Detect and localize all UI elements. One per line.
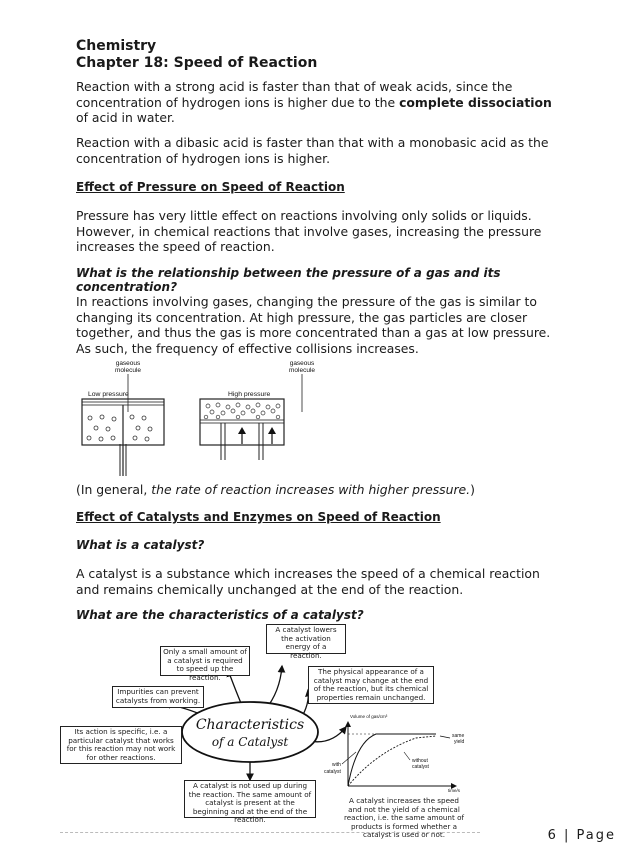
high-pressure-container bbox=[200, 399, 284, 460]
pressure-note bbox=[76, 482, 576, 498]
graph-with-catalyst-1: with bbox=[332, 762, 341, 768]
note-end: ) bbox=[470, 482, 475, 497]
graph-same-yield-1: same bbox=[452, 733, 465, 739]
box-yield-text: A catalyst increases the speed and not the yield of a chemical reaction, i.e. the same amount of products is formed whether a catalyst is used or not. bbox=[340, 796, 468, 832]
gas-label-right-1: gaseous bbox=[289, 360, 315, 367]
gas-label-left-1: gaseous bbox=[115, 360, 141, 367]
gas-label-right-2: molecule bbox=[288, 367, 316, 374]
yield-graph bbox=[306, 712, 466, 798]
pressure-question: What is the relationship between the pressure of a gas and its concentration? bbox=[76, 266, 501, 294]
footer-rule bbox=[60, 832, 480, 833]
subject-heading: Chemistry bbox=[76, 38, 157, 54]
box-physical-appearance: The physical appearance of a catalyst may change at the end of the reaction, but its chemical properties remain unchanged. bbox=[308, 666, 434, 704]
graph-ylabel: Volume of gas/cm³ bbox=[350, 714, 388, 719]
catalyst-section-heading: Effect of Catalysts and Enzymes on Speed of Reaction bbox=[76, 510, 441, 524]
chapter-heading: Chapter 18: Speed of Reaction bbox=[76, 55, 318, 71]
center-title-2: of a Catalyst bbox=[211, 735, 289, 749]
center-title-1: Characteristics bbox=[195, 717, 305, 733]
intro-p1-text-end: of acid in water. bbox=[76, 110, 175, 125]
pressure-diagram bbox=[80, 356, 330, 480]
graph-with-catalyst-2: catalyst bbox=[324, 769, 341, 775]
high-pressure-label: High pressure bbox=[228, 391, 271, 398]
intro-p1-text: Reaction with a strong acid is faster than that of weak acids, since the concentration of hydrogen ions is higher due to the bbox=[76, 79, 513, 110]
box-impurities: Impurities can prevent catalysts from working. bbox=[112, 686, 204, 708]
intro-paragraph-2: Reaction with a dibasic acid is faster than that with a monobasic acid as the concentration of hydrogen ions is higher. bbox=[76, 135, 549, 166]
page-number: 6 | Page bbox=[547, 828, 616, 843]
graph-same-yield-2: yield bbox=[454, 739, 465, 745]
pressure-paragraph: Pressure has very little effect on reactions involving only solids or liquids. However, in chemical reactions that involve gases, increasing the pressure increases the speed of reaction. bbox=[76, 208, 542, 254]
box-not-used-up: A catalyst is not used up during the reaction. The same amount of catalyst is present at the beginning and at the end of the reaction. bbox=[184, 780, 316, 818]
box-small-amount: Only a small amount of a catalyst is required to speed up the reaction. bbox=[160, 646, 250, 676]
intro-p1-bold: complete dissociation bbox=[399, 94, 552, 110]
catalyst-question-2: What are the characteristics of a catalyst? bbox=[76, 608, 364, 622]
box-specific-action: Its action is specific, i.e. a particular catalyst that works for this reaction may not work for other reactions. bbox=[60, 726, 182, 764]
intro-paragraph-1 bbox=[76, 79, 566, 126]
catalyst-definition: A catalyst is a substance which increases the speed of a chemical reaction and remains chemically unchanged at the end of the reaction. bbox=[76, 566, 540, 597]
catalyst-question-1: What is a catalyst? bbox=[76, 538, 205, 552]
graph-xlabel: time/s bbox=[448, 788, 461, 793]
pressure-section-heading: Effect of Pressure on Speed of Reaction bbox=[76, 180, 345, 194]
box-activation-energy: A catalyst lowers the activation energy of a reaction. bbox=[266, 624, 346, 654]
low-pressure-label: Low pressure bbox=[88, 391, 129, 398]
pressure-explanation: In reactions involving gases, changing the pressure of the gas is similar to changing its concentration. At high pressure, the gas particles are closer together, and thus the gas is more concentrated than a gas at low pressure. As such, the frequency of effective collisions increases. bbox=[76, 294, 551, 356]
low-pressure-container bbox=[82, 399, 164, 476]
gas-label-left-2: molecule bbox=[114, 367, 142, 374]
graph-without-catalyst-2: catalyst bbox=[412, 764, 429, 770]
note-italic: the rate of reaction increases with higher pressure. bbox=[151, 482, 471, 497]
note-start: (In general, bbox=[76, 482, 152, 497]
graph-without-catalyst-1: without bbox=[412, 758, 428, 764]
